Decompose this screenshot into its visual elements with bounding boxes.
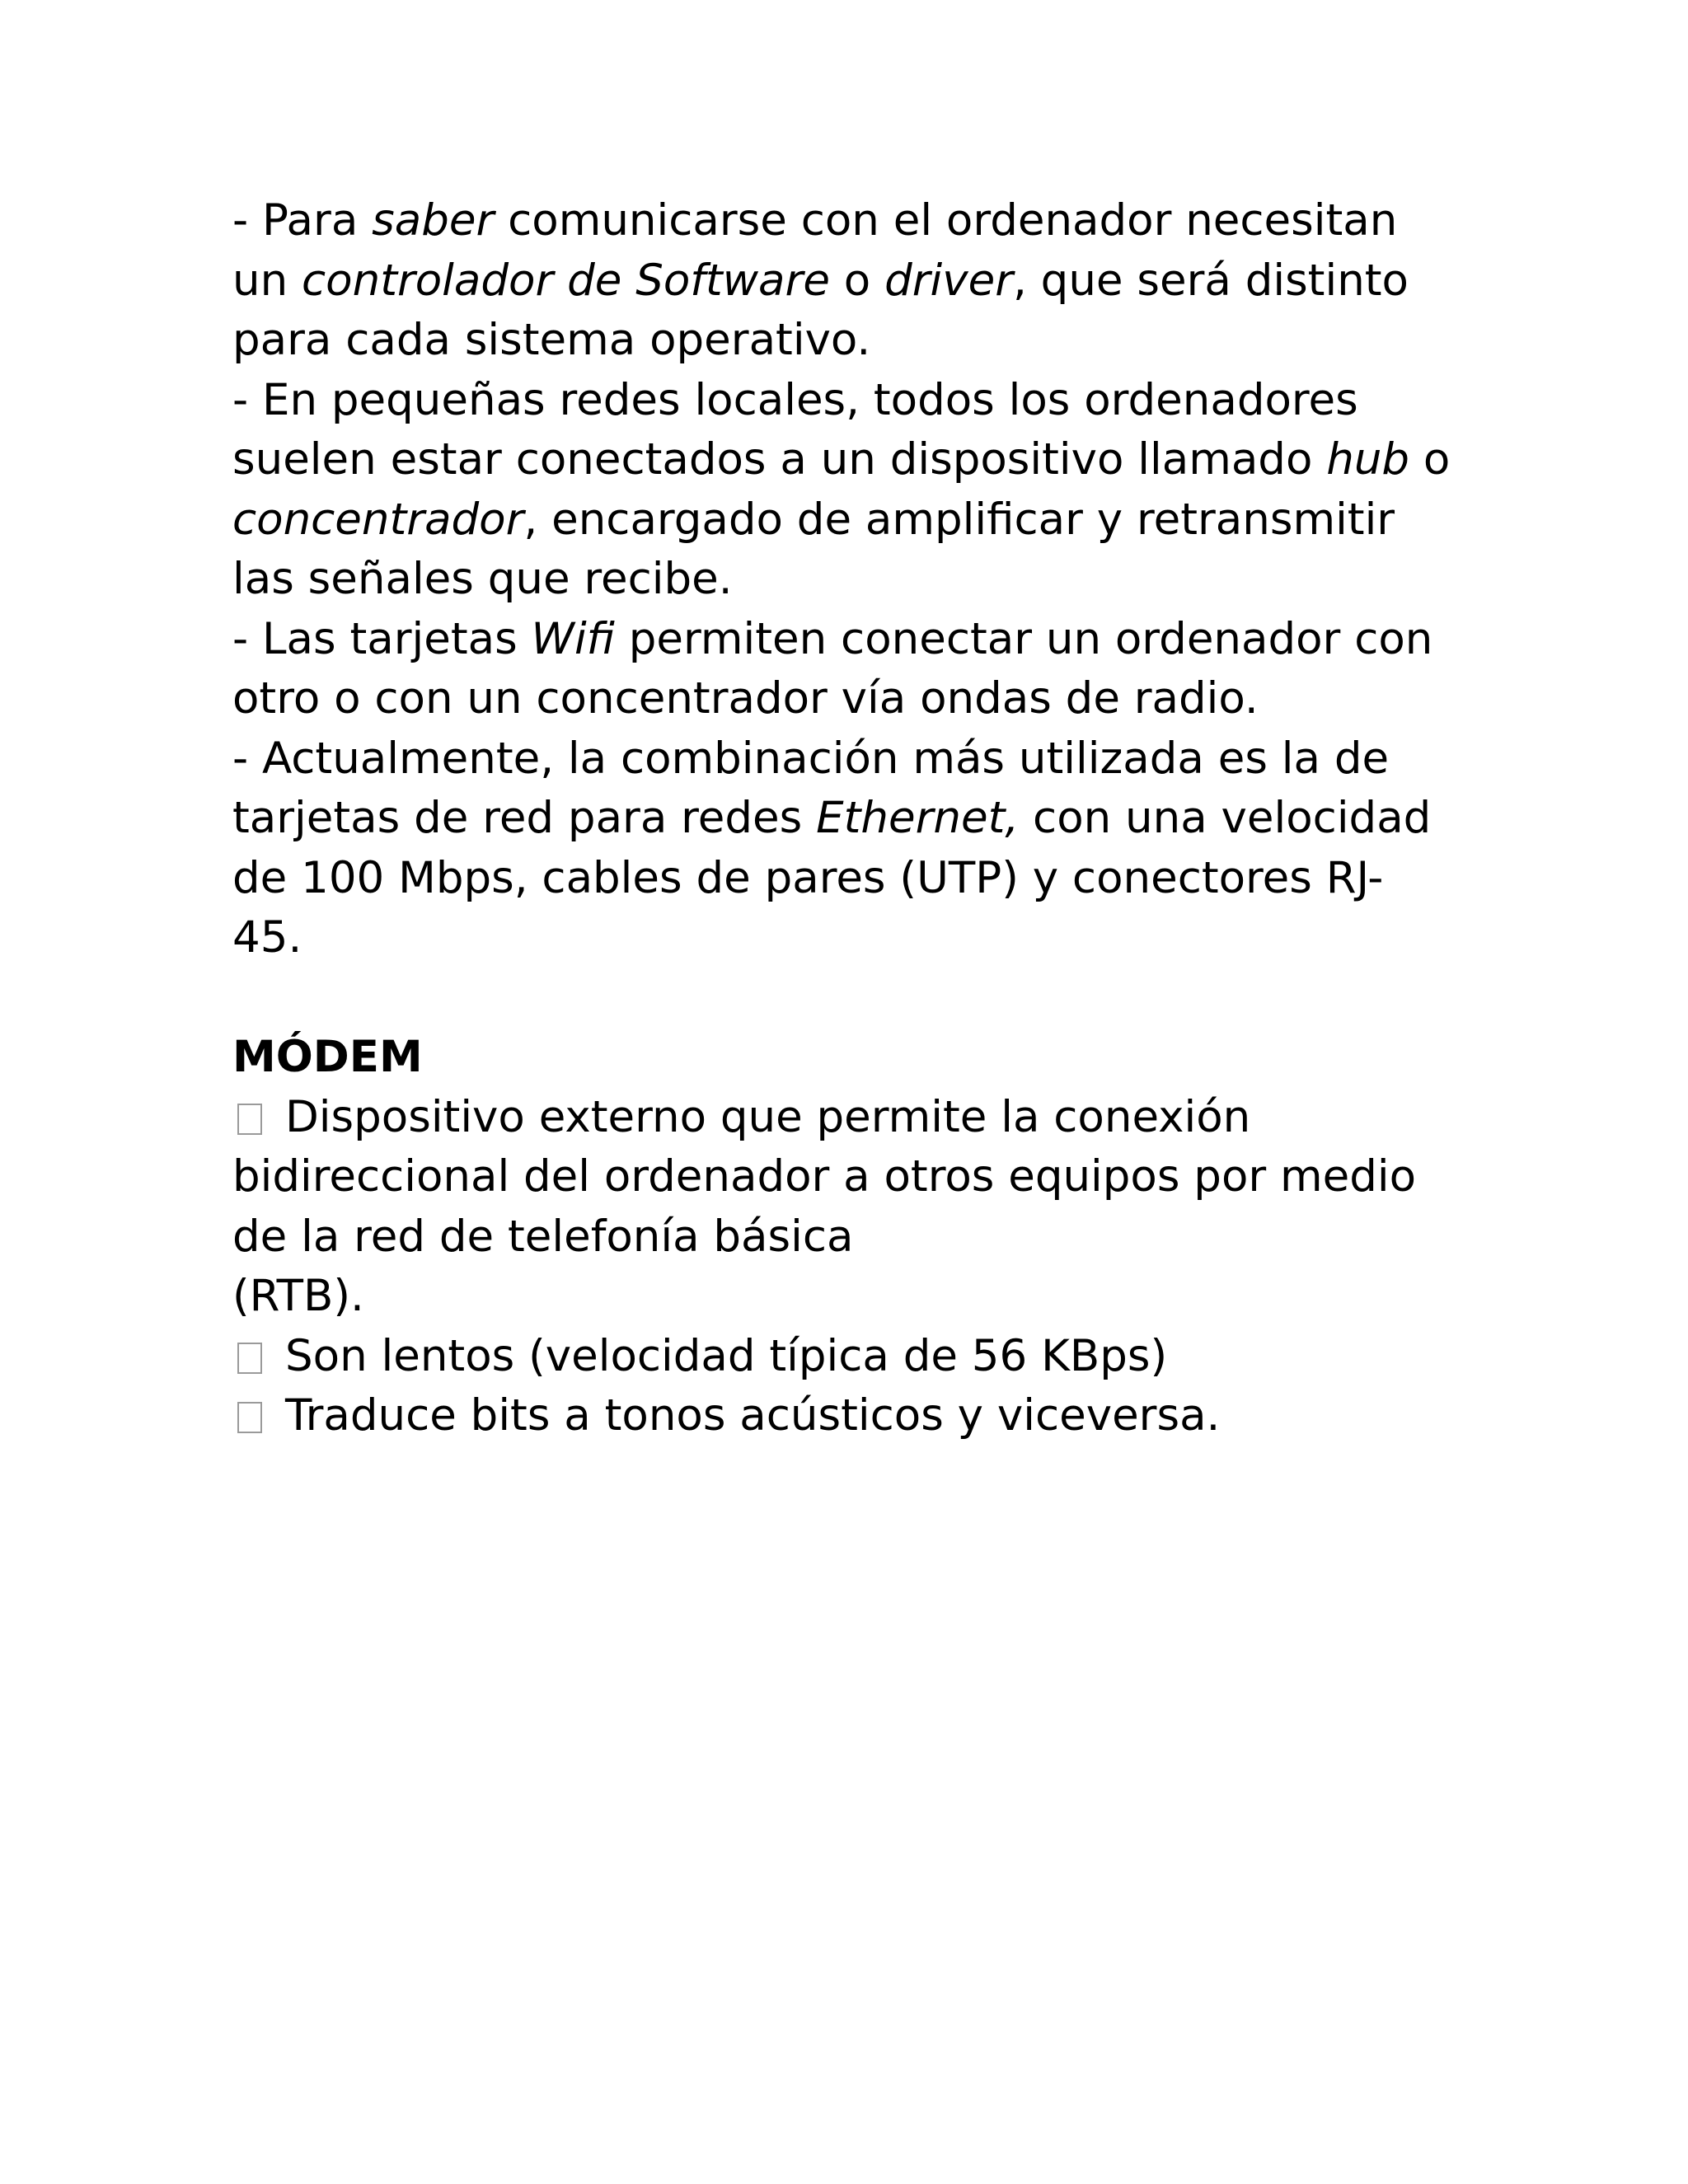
italic-term: saber (372, 195, 495, 246)
paragraph-ethernet-line-4: 45. (232, 912, 302, 963)
bullet-modem-definition-line-2: bidireccional del ordenador a otros equipos por medio (232, 1151, 1417, 1202)
paragraph-ethernet-line-2 (232, 789, 1502, 849)
bullet-modem-definition-line-4: (RTB). (232, 1271, 364, 1321)
paragraph-hub-line-4: las señales que recibe. (232, 554, 733, 604)
missing-glyph-bullet-icon (237, 1343, 262, 1374)
bullet-modem-definition-line-1 (232, 1088, 1502, 1148)
paragraph-wifi-line-2: otro o con un concentrador vía ondas de radio. (232, 673, 1259, 724)
text-run: o (1409, 434, 1451, 485)
italic-term: concentrador (232, 494, 524, 545)
paragraph-hub-line-2 (232, 430, 1502, 490)
text-run: comunicarse con el ordenador necesitan (494, 195, 1398, 246)
paragraph-driver-line-2 (232, 251, 1502, 312)
paragraph-ethernet-line-1: - Actualmente, la combinación más utilizada es la de (232, 733, 1390, 784)
missing-glyph-bullet-icon (237, 1104, 262, 1135)
text-run: Son lentos (velocidad típica de 56 KBps) (285, 1330, 1168, 1381)
text-run: - Para (232, 195, 373, 246)
bullet-modem-tones (232, 1386, 1502, 1446)
paragraph-ethernet-line-3: de 100 Mbps, cables de pares (UTP) y conectores RJ- (232, 852, 1384, 903)
paragraph-driver-line-3: para cada sistema operativo. (232, 315, 871, 365)
italic-term: hub (1326, 434, 1410, 485)
paragraph-hub-line-1: - En pequeñas redes locales, todos los ordenadores (232, 374, 1358, 425)
paragraph-wifi-line-1 (232, 610, 1502, 670)
italic-term: Wifi (531, 613, 615, 664)
text-run: , encargado de amplificar y retransmitir (523, 494, 1395, 545)
document-body (232, 191, 1502, 1446)
text-run: un (232, 255, 302, 306)
section-heading-modem: MÓDEM (232, 1032, 423, 1082)
text-run: o (829, 255, 885, 306)
text-run: suelen estar conectados a un dispositivo llamado (232, 434, 1327, 485)
bullet-modem-speed (232, 1327, 1502, 1387)
italic-term: driver (884, 255, 1013, 306)
text-run: con una velocidad (1019, 793, 1432, 843)
text-run: Dispositivo externo que permite la conexión (285, 1091, 1251, 1142)
paragraph-hub-line-3 (232, 490, 1502, 551)
text-run: Traduce bits a tonos acústicos y viceversa. (285, 1390, 1221, 1441)
missing-glyph-bullet-icon (237, 1402, 262, 1433)
spacer (232, 968, 1502, 1029)
text-run: tarjetas de red para redes (232, 793, 817, 843)
text-run: , que será distinto (1012, 255, 1409, 306)
italic-term: controlador de Software (302, 255, 830, 306)
text-run: permiten conectar un ordenador con (614, 613, 1433, 664)
paragraph-driver-line-1 (232, 191, 1502, 251)
bullet-modem-definition-line-3: de la red de telefonía básica (232, 1211, 854, 1262)
text-run: - Las tarjetas (232, 613, 532, 664)
italic-term: Ethernet, (816, 793, 1020, 843)
